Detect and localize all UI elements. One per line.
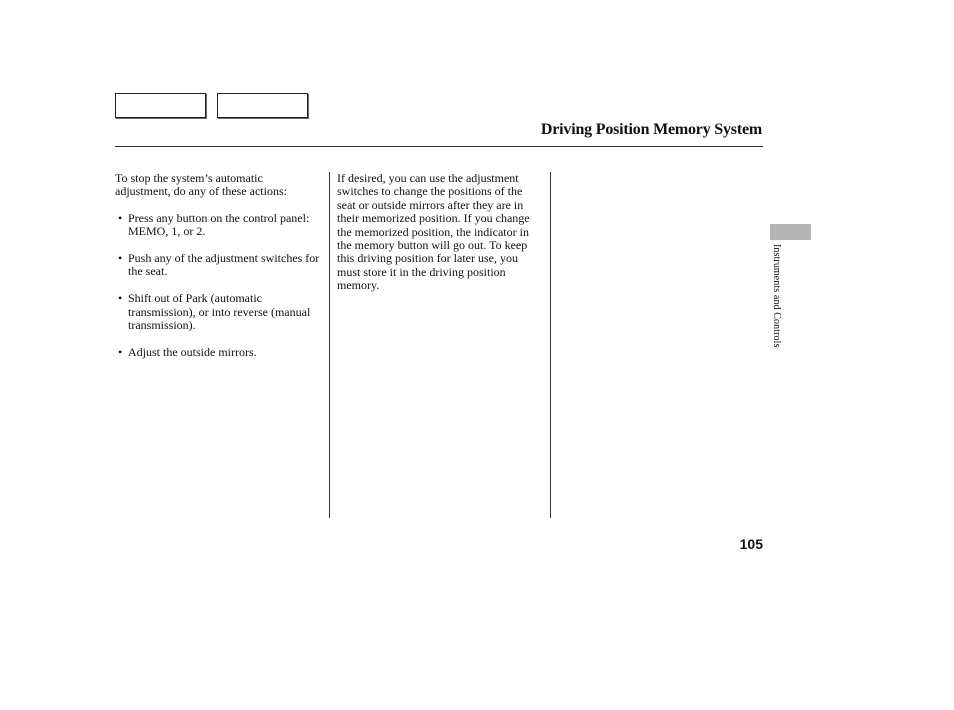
column-1: [115, 172, 320, 373]
list-item: • Press any button on the control panel: MEMO, 1, or 2.: [115, 212, 320, 239]
page-title: Driving Position Memory System: [540, 121, 762, 138]
list-item: • Shift out of Park (automatic transmission), or into reverse (manual transmission).: [115, 292, 320, 332]
nav-box-previous[interactable]: [115, 93, 206, 118]
header-rule: [115, 146, 763, 147]
nav-box-next[interactable]: [217, 93, 308, 118]
body-paragraph: If desired, you can use the adjustment switches to change the positions of the seat or outside mirrors after they are in their memorized position. If you change the memorized position, the indicator in the memory button will go out. To keep this driving position for later use, you must store it in the driving position memory.: [337, 171, 530, 293]
intro-text: To stop the system’s automatic adjustment, do any of these actions:: [115, 171, 287, 199]
list-item: • Push any of the adjustment switches for the seat.: [115, 252, 320, 279]
section-tab-marker: [770, 224, 811, 240]
action-list: [115, 212, 320, 359]
column-divider: [550, 172, 551, 518]
section-label: Instruments and Controls: [771, 244, 782, 348]
list-item: • Adjust the outside mirrors.: [115, 346, 320, 359]
page-number: 105: [739, 536, 763, 552]
column-2: [337, 172, 542, 293]
column-divider: [329, 172, 330, 518]
